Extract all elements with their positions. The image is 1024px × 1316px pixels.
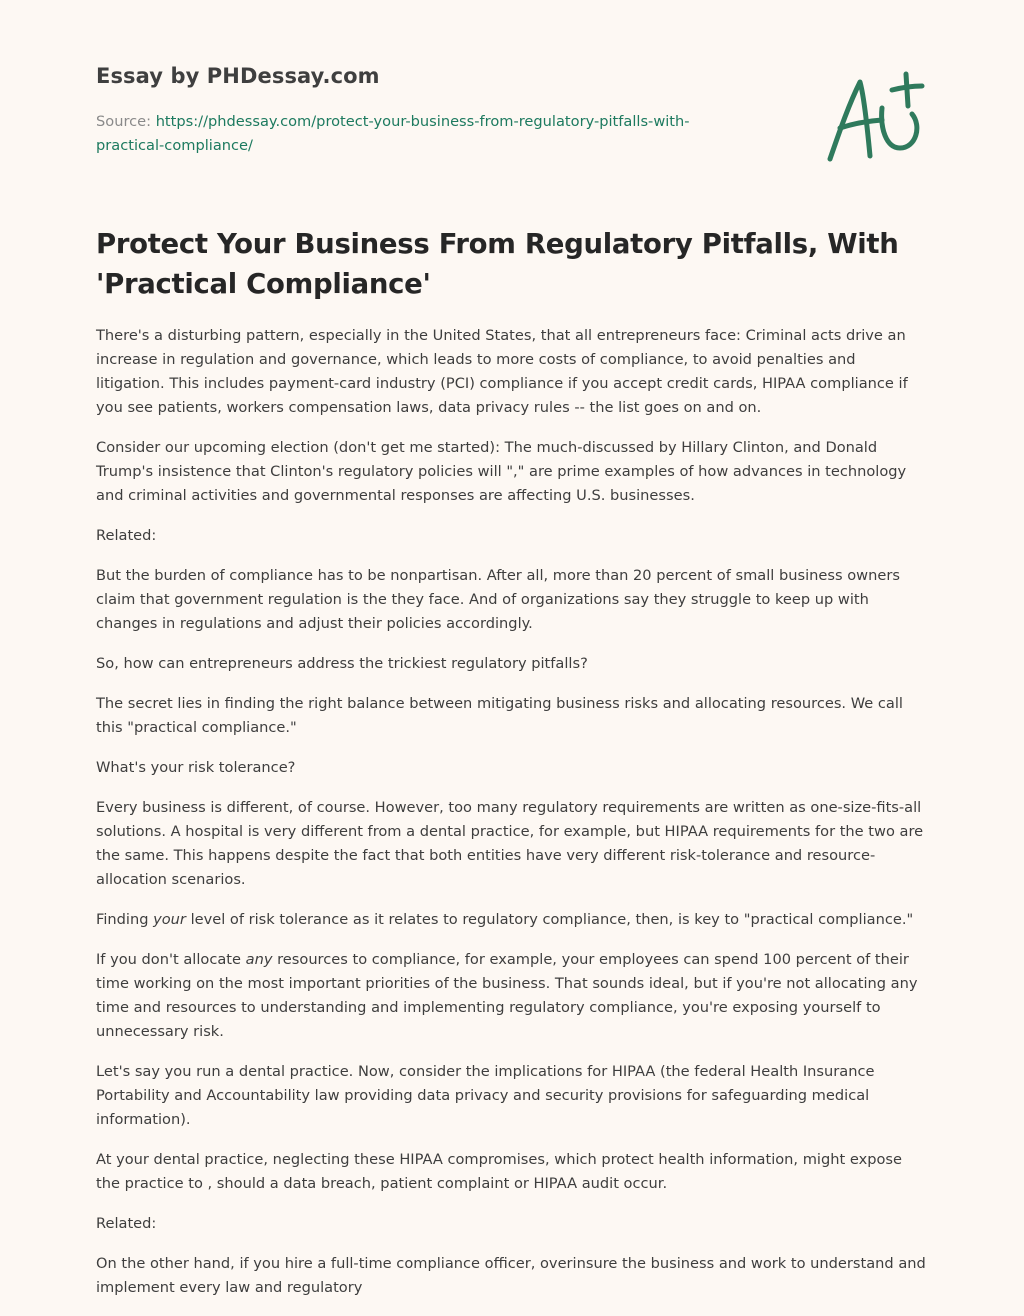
paragraph: There's a disturbing pattern, especially in the United States, that all entrepreneurs face: Criminal acts drive an increase in regulation and governance, which leads to more costs of compliance, to avoid penalties and litigation. This includes payment-card industry (PCI) compliance if you accept credit cards, HIPAA compliance if you see patients, workers compensation laws, data privacy rules -- the list goes on and on. bbox=[96, 327, 908, 416]
text-run: level of risk tolerance as it relates to regulatory compliance, then, is key to "practical compliance." bbox=[185, 911, 914, 928]
paragraph: Consider our upcoming election (don't get me started): The much-discussed by Hillary Clinton, and Donald Trump's insistence that Clinton's regulatory policies will "," are prime examples of how advances in technology and criminal activities and governmental responses are affecting U.S. businesses. bbox=[96, 439, 907, 504]
source-link-line2: practical-compliance/ bbox=[96, 137, 253, 154]
article-title: Protect Your Business From Regulatory Pitfalls, With 'Practical Compliance' bbox=[96, 228, 899, 300]
paragraph bbox=[96, 908, 926, 932]
paragraph: Let's say you run a dental practice. Now, consider the implications for HIPAA (the federal Health Insurance Portability and Accountability law providing data privacy and security provisions for safeguarding medical information). bbox=[96, 1063, 875, 1128]
source-label: Source: bbox=[96, 113, 152, 130]
paragraph bbox=[96, 948, 926, 1044]
paragraph: Every business is different, of course. However, too many regulatory requirements are written as one-size-fits-all solutions. A hospital is very different from a dental practice, for example, but HIPAA requirements for the two are the same. This happens despite the fact that both entities have very different risk-tolerance and resource-allocation scenarios. bbox=[96, 799, 924, 888]
paragraph: On the other hand, if you hire a full-time compliance officer, overinsure the business and work to understand and implement every law and regulatory bbox=[96, 1255, 926, 1296]
section-heading: What's your risk tolerance? bbox=[96, 759, 296, 776]
paragraph: The secret lies in finding the right balance between mitigating business risks and allocating resources. We call this "practical compliance." bbox=[96, 695, 903, 736]
source-link-line1: https://phdessay.com/protect-your-business-from-regulatory-pitfalls-with- bbox=[155, 113, 690, 130]
source-link[interactable] bbox=[96, 113, 690, 154]
related-label: Related: bbox=[96, 1215, 157, 1232]
article-body bbox=[96, 324, 926, 1316]
paragraph: So, how can entrepreneurs address the trickiest regulatory pitfalls? bbox=[96, 655, 588, 672]
site-brand: Essay by PHDessay.com bbox=[96, 64, 380, 88]
text-run: Finding bbox=[96, 911, 154, 928]
a-plus-grade-icon bbox=[820, 66, 928, 166]
emphasis: any bbox=[245, 951, 273, 968]
emphasis: your bbox=[153, 911, 186, 928]
text-run: resources to compliance, for example, your employees can spend 100 percent of their time working on the most important priorities of the business. That sounds ideal, but if you're not allocating any time and resources to understanding and implementing regulatory compliance, you're exposing yourself to unnecessary risk. bbox=[96, 951, 918, 1040]
source-line bbox=[96, 110, 736, 158]
text-run: If you don't allocate bbox=[96, 951, 246, 968]
paragraph: At your dental practice, neglecting these HIPAA compromises, which protect health information, might expose the practice to , should a data breach, patient complaint or HIPAA audit occur. bbox=[96, 1151, 902, 1192]
paragraph: But the burden of compliance has to be nonpartisan. After all, more than 20 percent of small business owners claim that government regulation is the they face. And of organizations say they struggle to keep up with changes in regulations and adjust their policies accordingly. bbox=[96, 567, 900, 632]
related-label: Related: bbox=[96, 527, 157, 544]
